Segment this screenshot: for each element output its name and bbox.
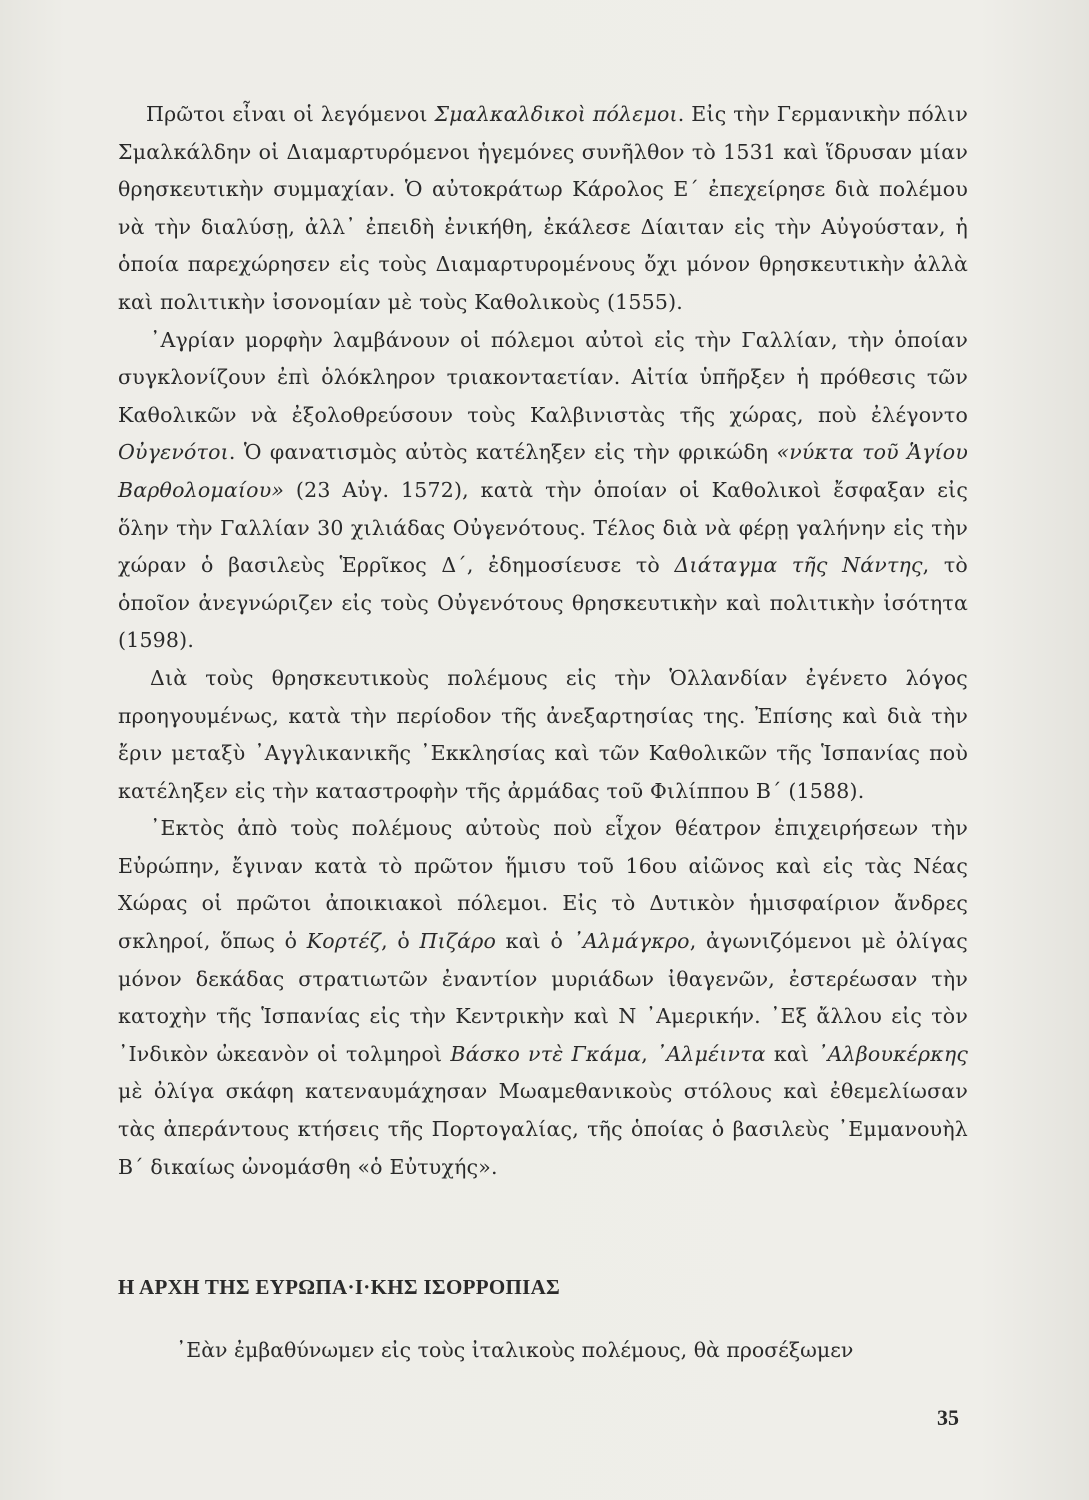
italic-term: ᾽Αλμάγκρο <box>572 929 690 954</box>
italic-term: Πιζάρο <box>419 929 496 954</box>
italic-term: Οὐγενότοι <box>118 440 229 465</box>
text-run: καὶ <box>765 1041 818 1066</box>
text-run: μὲ ὀλίγα σκάφη κατεναυμάχησαν Μωαμεθανικοὺς στόλους καὶ ἐθεμελίωσαν τὰς ἀπεράντους κτήσεις τῆς Πορτογαλίας, τῆς ὁποίας ὁ βασιλεὺς ᾽Εμμανουὴλ Β΄ δικαίως ὠνομάσθη «ὁ Εὐτυχής». <box>118 1079 968 1179</box>
text-run: Διὰ τοὺς θρησκευτικοὺς πολέμους εἰς τὴν Ὁλλανδίαν ἐγένετο λόγος προηγουμένως, κατὰ τὴν περίοδον τῆς ἀνεξαρτησίας της. Ἐπίσης καὶ διὰ τὴν ἔριν μεταξὺ ᾽Αγγλικανικῆς ᾽Εκκλησίας καὶ τῶν Καθολικῶν τῆς Ἱσπανίας ποὺ κατέληξεν εἰς τὴν καταστροφὴν τῆς ἀρμάδας τοῦ Φιλίππου Β΄ (1588). <box>118 665 968 803</box>
body-text <box>118 96 968 1186</box>
italic-term: Κορτέζ <box>306 929 382 954</box>
text-run: (23 Αὐγ. 1572), κατὰ τὴν ὁποίαν οἱ Καθολικοὶ ἔσφαξαν εἰς ὅλην τὴν Γαλλίαν 30 χιλιάδας Οὐγενότους. Τέλος διὰ νὰ φέρῃ γαλήνην εἰς τὴν χώραν ὁ βασιλεὺς Ἑρρῖκος Δ΄, ἐδημοσίευσε τὸ <box>118 477 968 578</box>
italic-term: Διάταγμα τῆς Νάντης <box>674 553 923 578</box>
paragraph-netherlands-england <box>118 660 968 810</box>
italic-term: «νύκτα τοῦ Ἁγίου Βαρθολομαίου» <box>118 440 968 502</box>
text-run: καὶ ὁ <box>496 929 573 954</box>
text-run: . Εἰς τὴν Γερμανικὴν πόλιν Σμαλκάλδην οἱ Διαμαρτυρόμενοι ἡγεμόνες συνῆλθον τὸ 1531 καὶ ἵδρυσαν μίαν θρησκευτικὴν συμμαχίαν. Ὁ αὐτοκράτωρ Κάρολος Ε΄ ἐπεχείρησε διὰ πολέμου νὰ τὴν διαλύσῃ, ἀλλ᾽ ἐπειδὴ ἐνικήθη, ἐκάλεσε Δίαιταν εἰς τὴν Αὐγούσταν, ἡ ὁποία παρεχώρησεν εἰς τοὺς Διαμαρτυρομένους ὄχι μόνον θρησκευτικὴν ἀλλὰ καὶ πολιτικὴν ἰσονομίαν μὲ τοὺς Καθολικοὺς (1555). <box>118 102 968 314</box>
italic-term: ᾽Αλμέιντα <box>655 1041 766 1066</box>
paragraph-colonial-wars <box>118 810 968 1186</box>
italic-term: Βάσκο ντὲ Γκάμα <box>450 1041 642 1066</box>
paragraph-huguenot-wars <box>118 322 968 660</box>
italic-term: Σμαλκαλδικοὶ πόλεμοι <box>434 102 678 126</box>
text-run: ᾽Εκτὸς ἀπὸ τοὺς πολέμους αὐτοὺς ποὺ εἶχον θέατρον ἐπιχειρήσεων τὴν Εὐρώπην, ἔγιναν κατὰ τὸ πρῶτον ἥμισυ τοῦ 16ου αἰῶνος καὶ εἰς τὰς Νέας Χώρας οἱ πρῶτοι ἀποικιακοὶ πόλεμοι. Εἰς τὸ Δυτικὸν ἡμισφαίριον ἄνδρες σκληροί, ὅπως ὁ <box>118 816 968 954</box>
text-run: , ἀγωνιζόμενοι μὲ ὀλίγας μόνον δεκάδας στρατιωτῶν ἐναντίον μυριάδων ἰθαγενῶν, ἐστερέωσαν τὴν κατοχὴν τῆς Ἱσπανίας εἰς τὴν Κεντρικὴν καὶ Ν ᾽Αμερικήν. ᾽Εξ ἄλλου εἰς τὸν ᾽Ινδικὸν ὠκεανὸν οἱ τολμηροὶ <box>118 929 968 1066</box>
text-run: , <box>641 1041 656 1066</box>
text-run: . Ὁ φανατισμὸς αὐτὸς κατέληξεν εἰς τὴν φρικώδη <box>228 440 777 465</box>
paragraph-italian-wars: ᾽Εὰν ἐμβαθύνωμεν εἰς τοὺς ἰταλικοὺς πολέμους, θὰ προσέξωμεν <box>176 1338 854 1362</box>
text-run: ᾽Αγρίαν μορφὴν λαμβάνουν οἱ πόλεμοι αὐτοὶ εἰς τὴν Γαλλίαν, τὴν ὁποίαν συγκλονίζουν ἐπὶ ὁλόκληρον τριακονταετίαν. Αἰτία ὑπῆρξεν ἡ πρόθεσις τῶν Καθολικῶν νὰ ἐξολοθρεύσουν τοὺς Καλβινιστὰς τῆς χώρας, ποὺ ἐλέγοντο <box>118 327 968 427</box>
italic-term: ᾽Αλβουκέρκης <box>817 1041 969 1066</box>
text-run: , τὸ ὁποῖον ἀνεγνώριζεν εἰς τοὺς Οὐγενότους θρησκευτικὴν καὶ πολιτικὴν ἰσότητα (1598). <box>118 553 968 653</box>
page-number: 35 <box>937 1405 959 1430</box>
text-run: , ὁ <box>381 929 420 954</box>
paragraph-schmalkaldic-wars <box>118 96 968 322</box>
text-run: Πρῶτοι εἶναι οἱ λεγόμενοι <box>146 102 435 126</box>
section-heading: Η ΑΡΧΗ ΤΗΣ ΕΥΡΩΠΑ·Ι·ΚΗΣ ΙΣΟΡΡΟΠΙΑΣ <box>118 1275 561 1299</box>
